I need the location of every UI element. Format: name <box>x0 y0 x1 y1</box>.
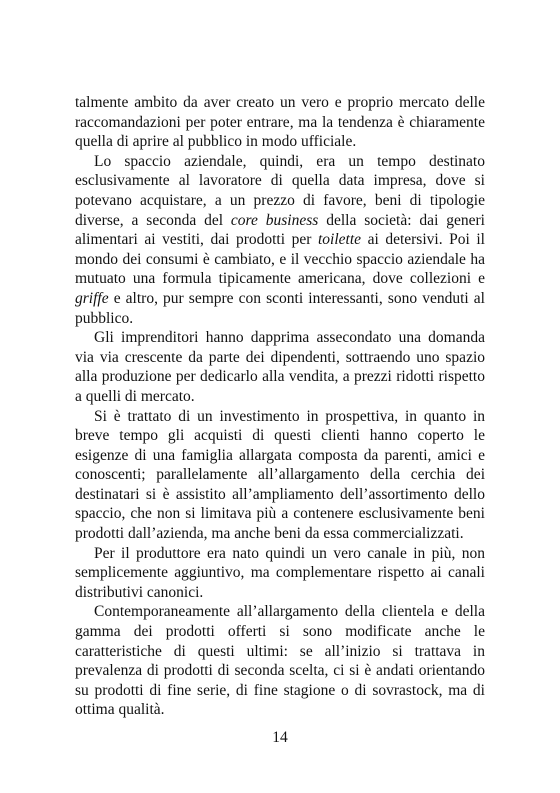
italic-term: toilette <box>317 231 362 249</box>
text-run: Lo spaccio aziendale, quindi, era un tempo destinato esclusivamente al lavoratore di quella data impresa, dove si potevano acquistare, a un prezzo di favore, beni di tipologie diverse, a seconda del <box>75 152 485 229</box>
page-number: 14 <box>272 729 288 746</box>
italic-term: griffe <box>75 289 109 307</box>
paragraph-1 <box>75 93 485 152</box>
text-run: Contemporaneamente all’allargamento della clientela e della gamma dei prodotti offerti si sono modificate anche le caratteristiche di questi ultimi: se all’inizio si trattava in prevalenza di prodotti di seconda scelta, ci si è andati orientando su prodotti di fine serie, di fine stagione o di sovrastock, ma di ottima qualità. <box>75 603 485 719</box>
paragraph-5 <box>75 544 485 603</box>
text-run: della società: dai generi alimentari ai vestiti, dai prodotti per <box>75 211 485 249</box>
paragraph-2 <box>75 152 485 328</box>
paragraph-6 <box>75 602 485 720</box>
text-run: talmente ambito da aver creato un vero e proprio mercato delle raccomandazioni per poter entrare, ma la tendenza è chiaramente quella di aprire al pubblico in modo ufficiale. <box>75 94 485 151</box>
text-run: ai detersivi. Poi il mondo dei consumi è cambiato, e il vecchio spaccio aziendale ha mutuato una formula tipicamente americana, dove collezioni e <box>75 231 485 288</box>
text-run: e altro, pur sempre con sconti interessanti, sono venduti al pubblico. <box>75 289 485 327</box>
paragraph-3 <box>75 328 485 406</box>
text-run: Gli imprenditori hanno dapprima assecondato una domanda via via crescente da parte dei dipendenti, sottraendo uno spazio alla produzione per dedicarlo alla vendita, a prezzi ridotti rispetto a quelli di mercato. <box>75 329 485 405</box>
page-body <box>75 93 485 720</box>
text-run: Si è trattato di un investimento in prospettiva, in quanto in breve tempo gli acquisti di questi clienti hanno coperto le esigenze di una famiglia allargata composta da parenti, amici e conoscenti; parallelamente all’allargamento della cerchia dei destinatari si è assistito all’ampliamento dell’assortimento dello spaccio, che non si limitava più a contenere esclusivamente beni prodotti dall’azienda, ma anche beni da essa commercializzati. <box>75 407 485 543</box>
text-run: Per il produttore era nato quindi un vero canale in più, non semplicemente aggiuntivo, ma complementare rispetto ai canali distributivi canonici. <box>75 544 485 601</box>
paragraph-4 <box>75 407 485 544</box>
italic-term: core business <box>230 211 319 229</box>
